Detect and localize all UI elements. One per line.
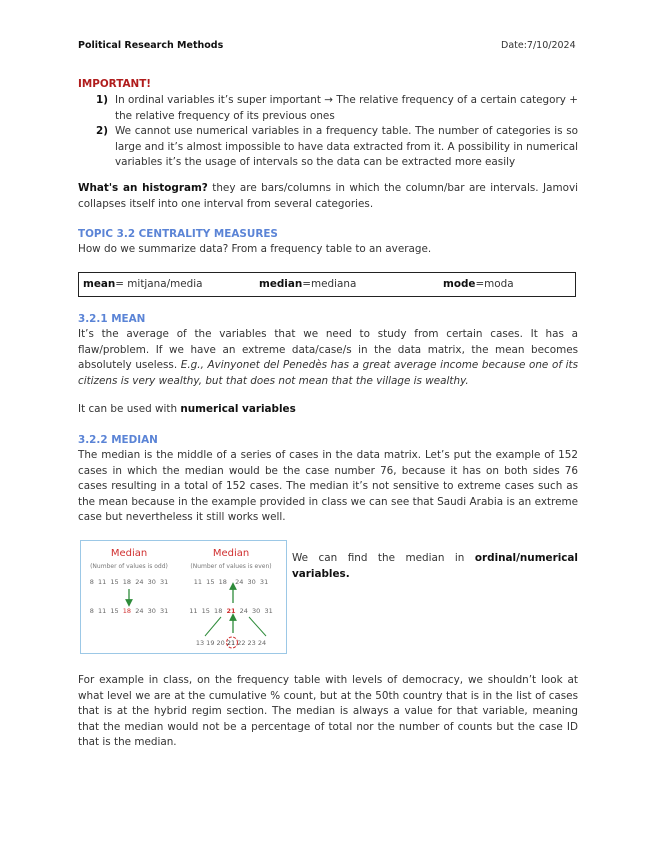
topic-heading: TOPIC 3.2 CENTRALITY MEASURES (78, 228, 278, 240)
odd-title: Median (110, 548, 148, 559)
median-heading: 3.2.2 MEDIAN (78, 434, 158, 446)
median-closing-paragraph: For example in class, on the frequency table with levels of democracy, we shouldn’t look at what level we are at the cumulative % count, but at the 50th country that is in the list of cases that is at the hybrid regim section. The median is always a value for that variable, meaning that the median would not be a percentage of total nor the number of counts but the case ID that is the median. (78, 674, 578, 749)
even-row1: 11 15 18 24 30 31 (193, 578, 269, 586)
median-side-text: We can find the median in ordinal/numerical variables. (292, 552, 578, 580)
mean-heading: 3.2.1 MEAN (78, 313, 146, 325)
mean-usage: It can be used with numerical variables (78, 403, 296, 415)
even-row2: 11 15 18 21 24 30 31 (189, 607, 273, 615)
even-title: Median (212, 548, 250, 559)
important-heading: IMPORTANT! (78, 78, 152, 90)
date: Date:7/10/2024 (501, 40, 576, 51)
odd-row2: 8 11 15 18 24 30 31 (89, 607, 169, 615)
definition-mean: mean= mitjana/media (83, 278, 203, 290)
odd-subtitle: (Number of values is odd) (90, 563, 168, 570)
definition-median: median=mediana (259, 278, 357, 290)
course-title: Political Research Methods (78, 40, 224, 51)
median-paragraph: The median is the middle of a series of cases in the data matrix. Let’s put the example of 152 cases in which the median would be the case number 76, because it has on both sides 76 cases resulting in a total of 152 cases. The median it’s not sensitive to extreme cases such as the mean because in the example provided in class we can see that Saudi Arabia is an extreme case but nevertheless it still works well. (78, 449, 578, 524)
even-row3: 13 19 20 21 22 23 24 (195, 639, 267, 647)
topic-intro: How do we summarize data? From a frequency table to an average. (78, 243, 432, 255)
definition-mode: mode=moda (443, 278, 514, 290)
even-subtitle: (Number of values is even) (190, 563, 272, 570)
mean-paragraph: It’s the average of the variables that we need to study from certain cases. It has a flaw/problem. If we have an extreme data/case/s in the data matrix, the mean becomes absolutely useless. E.g., Avinyonet del Penedès has a great average income because one of its citizens is very wealthy, but that does not mean that the village is wealthy. (78, 328, 578, 387)
median-figure (80, 540, 287, 654)
list-item: 1) In ordinal variables it’s super important → The relative frequency of a certain category + the relative frequency of its previous ones (96, 94, 578, 122)
definitions-box (78, 272, 576, 297)
list-item: 2) We cannot use numerical variables in a frequency table. The number of categories is so large and it’s almost impossible to have data extracted from it. A possibility in numerical variables it’s the usage of intervals so the data can be extracted more easily (96, 125, 578, 169)
important-list (78, 93, 578, 171)
odd-row1: 8 11 15 18 24 30 31 (89, 578, 169, 586)
histogram-paragraph: What's an histogram? they are bars/columns in which the column/bar are intervals. Jamovi collapses itself into one interval from several categories. (78, 182, 578, 210)
